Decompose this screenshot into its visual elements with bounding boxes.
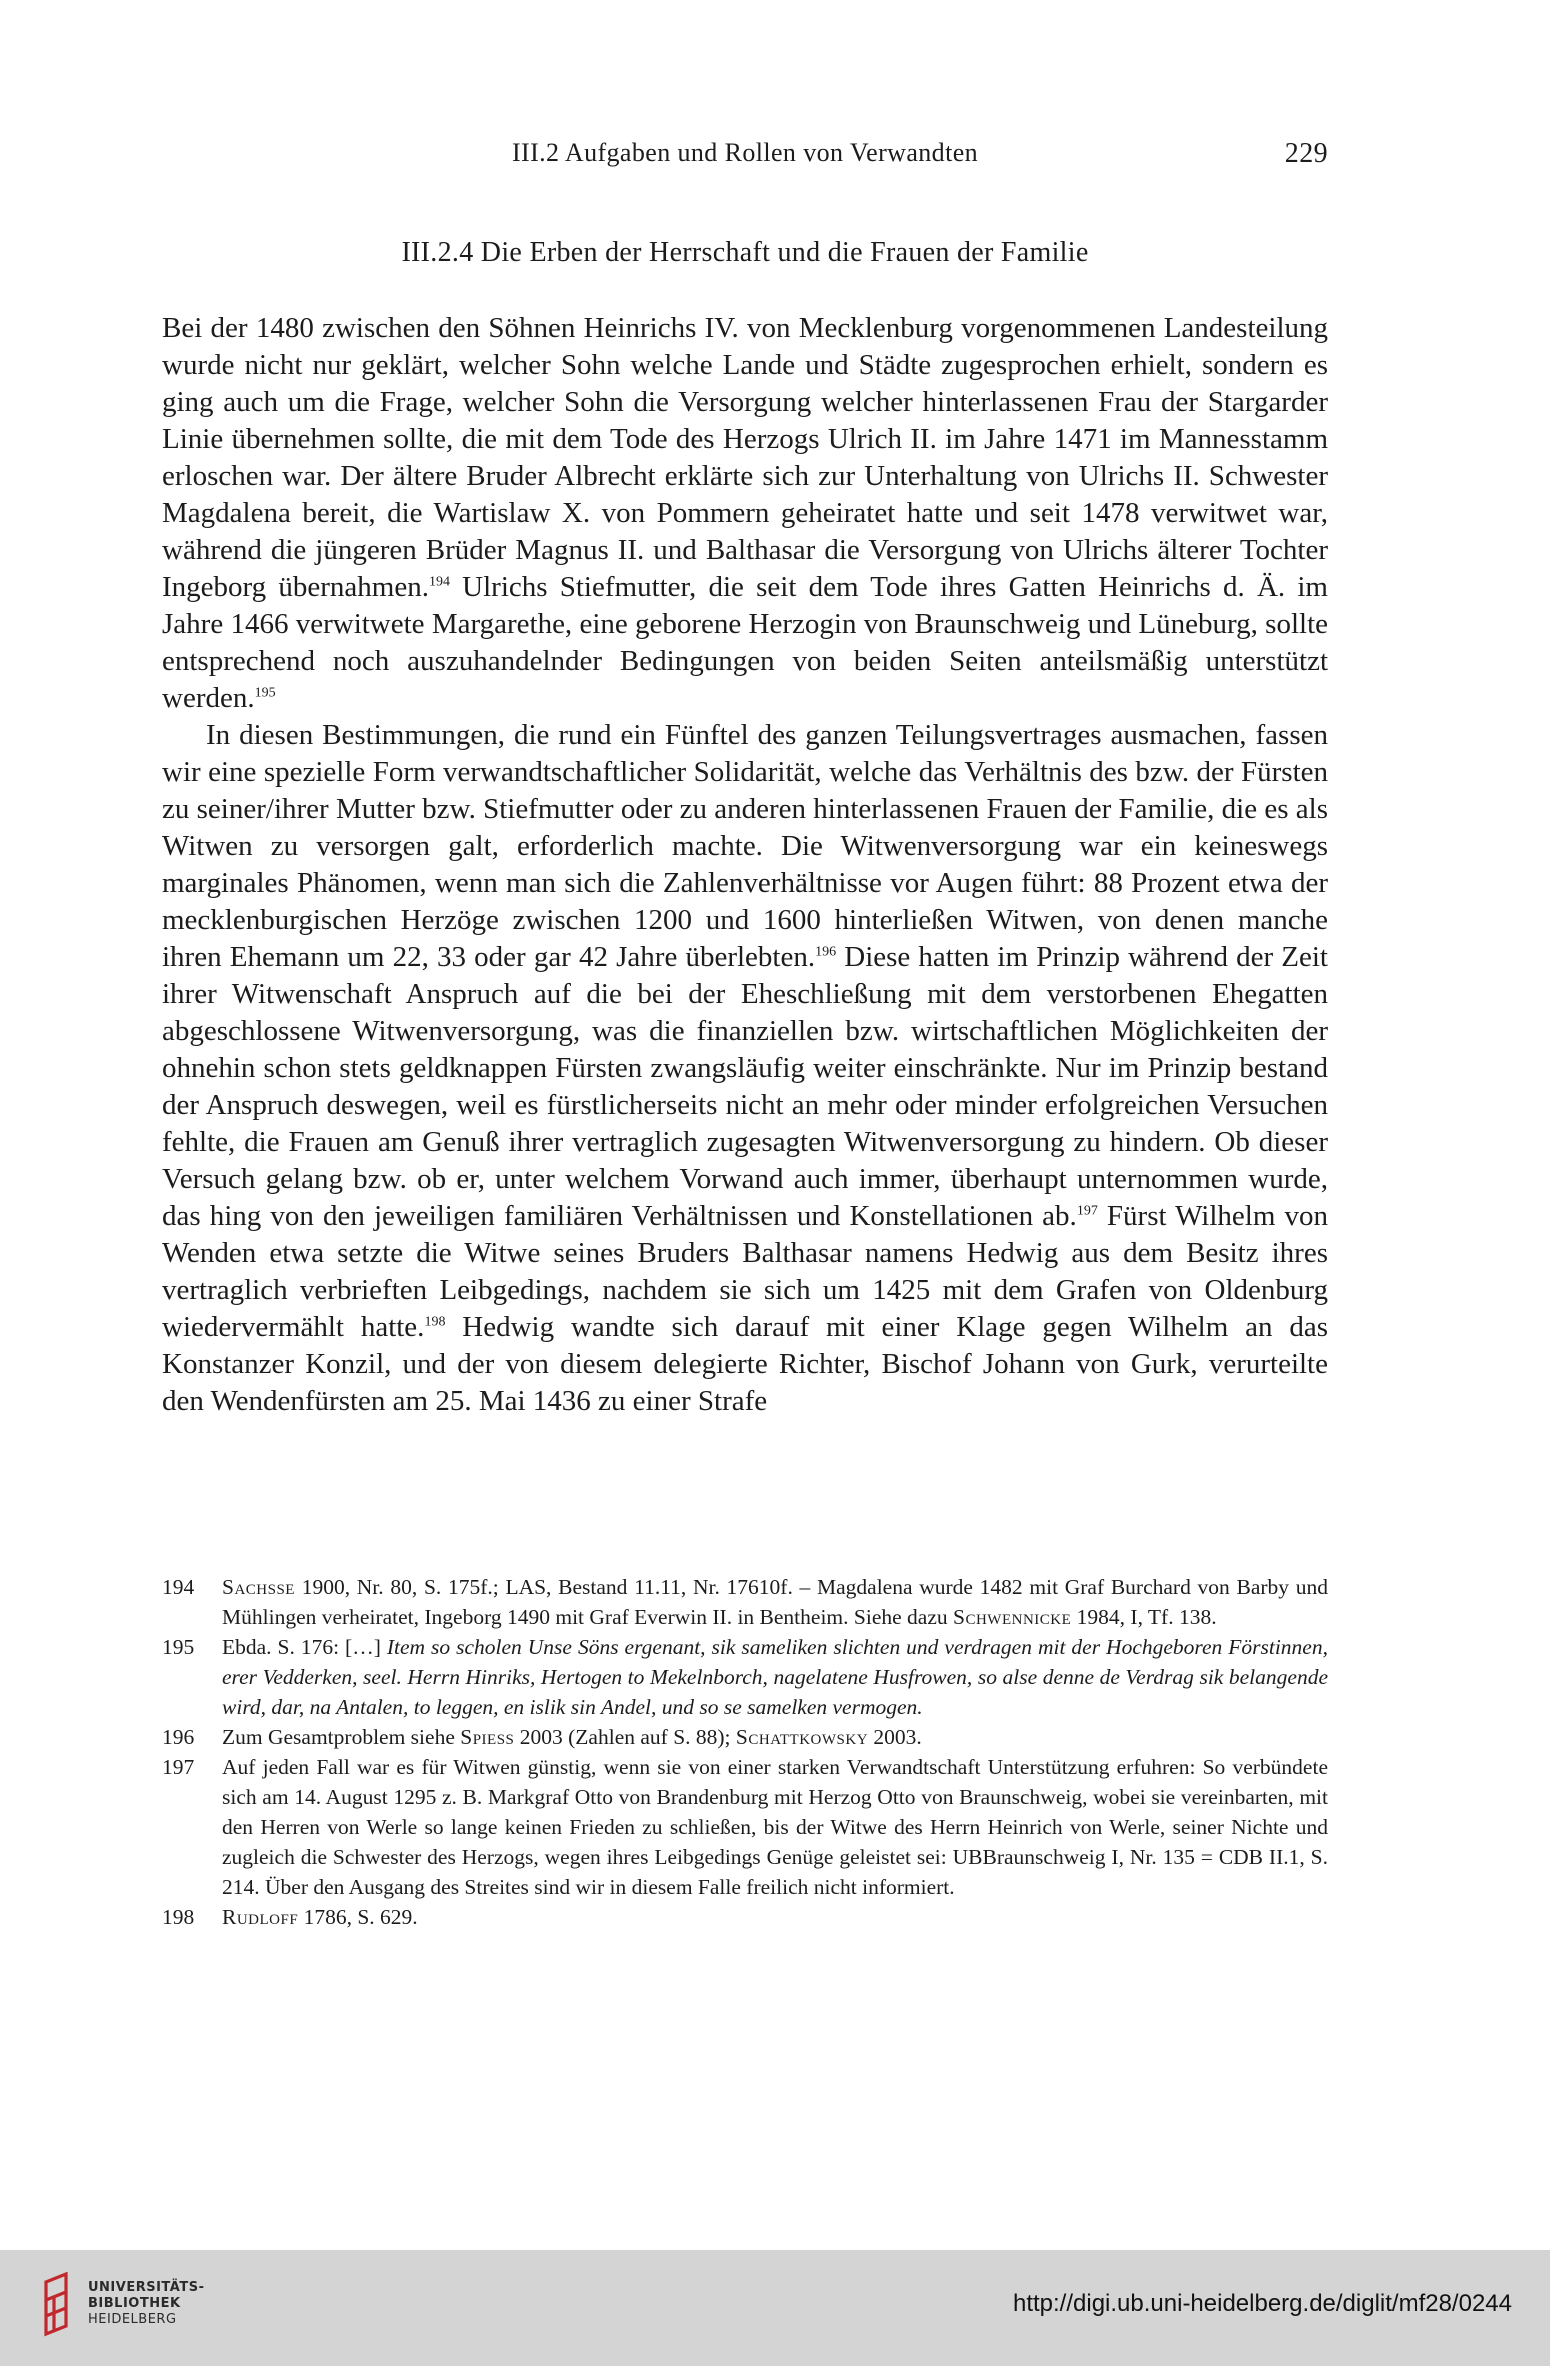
library-name-line: HEIDELBERG [88, 2312, 177, 2327]
author-name: Schattkowsky [735, 1725, 869, 1749]
paragraph-text: In diesen Bestimmungen, die rund ein Fünftel des ganzen Teilungsvertrages ausmachen, fassen wir eine spezielle Form verwandtschaftlicher Solidarität, welche das Verhältnis des bzw. der Fürsten zu seiner/ihrer Mutter bzw. Stiefmutter oder zu anderen hinterlassenen Frauen der Familie, die es als Witwen zu versorgen galt, erforderlich machte. Die Witwenversorgung war ein keineswegs marginales Phänomen, wenn man sich die Zahlenverhältnisse vor Augen führt: 88 Prozent etwa der mecklenburgischen Herzöge zwischen 1200 und 1600 hinterließen Witwen, von denen manche ihren Ehemann um 22, 33 oder gar 42 Jahre überlebten. [162, 719, 1328, 973]
author-name: Rudloff [222, 1905, 299, 1929]
footnote-text: Auf jeden Fall war es für Witwen günstig, wenn sie von einer starken Verwandtschaft Unterstützung erfuhren: So verbündete sich am 14. August 1295 z. B. Markgraf Otto von Brandenburg mit Herzog Otto von Braunschweig, wobei sie vereinbarten, mit den Herren von Werle so lange keinen Frieden zu schließen, bis der Witwe des Herrn Heinrich von Werle, seiner Nichte und zugleich die Schwester des Herzogs, wegen ihres Leibgedings Genüge geleistet sei: UBBraunschweig I, Nr. 135 = CDB II.1, S. 214. Über den Ausgang des Streites sind wir in diesem Falle freilich nicht informiert. [222, 1755, 1328, 1899]
footnote-text [222, 1722, 1328, 1752]
paragraph-2 [162, 717, 1328, 1420]
footnotes [162, 1572, 1328, 1932]
section-title: III.2.4 Die Erben der Herrschaft und die Frauen der Familie [401, 237, 1089, 268]
footnote-body: 1984, I, Tf. 138. [1071, 1605, 1217, 1629]
source-quote: Item so scholen Unse Söns ergenant, sik sameliken slichten und verdragen mit der Hochgeboren Förstinnen, erer Vedderken, seel. Herrn Hinriks, Hertogen to Mekelnborch, nagelatene Husfrowen, so alse denne de Verdrag sik belangende wird, dar, na Antalen, to leggen, en islik sin Andel, und so se samelken vermogen. [222, 1635, 1328, 1719]
footnote [162, 1902, 1328, 1932]
footnote-body: 1900, Nr. 80, S. 175f.; LAS, Bestand 11.11, Nr. 17610f. – Magdalena wurde 1482 mit Graf Burchard von Barby und Mühlingen verheiratet, Ingeborg 1490 mit Graf Everwin II. in Bentheim. Siehe dazu [222, 1575, 1328, 1629]
library-name-line: BIBLIOTHEK [88, 2296, 181, 2311]
footnote-ref[interactable]: 194 [428, 574, 450, 590]
footnote-body: Ebda. S. 176: […] [222, 1635, 387, 1659]
library-name-line: UNIVERSITÄTS- [88, 2280, 205, 2295]
paragraph-text: Hedwig wandte sich darauf mit einer Klage gegen Wilhelm an das Konstanzer Konzil, und der von diesem delegierte Richter, Bischof Johann von Gurk, verurteilte den Wendenfürsten am 25. Mai 1436 zu einer Strafe [162, 1311, 1328, 1417]
paragraph-1 [162, 310, 1328, 717]
running-head [162, 138, 1328, 178]
author-name: Sachsse [222, 1575, 295, 1599]
paragraph-text: Fürst Wilhelm von Wenden etwa setzte die Witwe seines Bruders Balthasar namens Hedwig aus dem Besitz ihres vertraglich verbrieften Leibgedings, nachdem sie sich um 1425 mit dem Grafen von Oldenburg wiedervermählt hatte. [162, 1200, 1328, 1343]
footnote-ref[interactable]: 195 [254, 685, 276, 701]
running-head-title: III.2 Aufgaben und Rollen von Verwandten [511, 138, 979, 167]
footnote-body: 1786, S. 629. [298, 1905, 418, 1929]
footnote-number: 197 [162, 1755, 195, 1779]
footnote [162, 1752, 1328, 1902]
source-url-link[interactable]: http://digi.ub.uni-heidelberg.de/diglit/mf28/0244 [1012, 2290, 1512, 2317]
footnote-number: 195 [162, 1635, 195, 1659]
author-name: Schwennicke [953, 1605, 1072, 1629]
footnote [162, 1632, 1328, 1722]
footnote-body: Zum Gesamtproblem siehe [222, 1725, 461, 1749]
footnote [162, 1572, 1328, 1632]
library-name [88, 2280, 204, 2328]
footnote-text [222, 1632, 1328, 1722]
footnote-number: 196 [162, 1725, 195, 1749]
author-name: Spiess [460, 1725, 515, 1749]
footnote-ref[interactable]: 197 [1076, 1203, 1098, 1219]
footnote-body: 2003 (Zahlen auf S. 88); [514, 1725, 736, 1749]
footnote-number: 194 [162, 1575, 195, 1599]
footnote-ref[interactable]: 196 [815, 944, 837, 960]
body-text [162, 310, 1328, 1420]
paragraph-text: Diese hatten im Prinzip während der Zeit ihrer Witwenschaft Anspruch auf die bei der Eheschließung mit dem verstorbenen Ehegatten abgeschlossene Witwenversorgung, was die finanziellen bzw. wirtschaftlichen Möglichkeiten der ohnehin schon stets geldknappen Fürsten zwangsläufig weiter einschränkte. Nur im Prinzip bestand der Anspruch deswegen, weil es fürstlicherseits nicht an mehr oder minder erfolgreichen Versuchen fehlte, die Frauen am Genuß ihrer vertraglich zugesagten Witwenversorgung zu hindern. Ob dieser Versuch gelang bzw. ob er, unter welchem Vorwand auch immer, überhaupt unternommen wurde, das hing von den jeweiligen familiären Verhältnissen und Konstellationen ab. [162, 941, 1328, 1232]
page-number: 229 [1284, 138, 1328, 169]
footnote [162, 1722, 1328, 1752]
library-banner [0, 2250, 1550, 2366]
footnote-number: 198 [162, 1905, 195, 1929]
paragraph-text: Bei der 1480 zwischen den Söhnen Heinrichs IV. von Mecklenburg vorgenommenen Landesteilung wurde nicht nur geklärt, welcher Sohn welche Lande und Städte zugesprochen erhielt, sondern es ging auch um die Frage, welcher Sohn die Versorgung welcher hinterlassenen Frau der Stargarder Linie übernehmen sollte, die mit dem Tode des Herzogs Ulrich II. im Jahre 1471 im Mannesstamm erloschen war. Der ältere Bruder Albrecht erklärte sich zur Unterhaltung von Ulrichs II. Schwester Magdalena bereit, die Wartislaw X. von Pommern geheiratet hatte und seit 1478 verwitwet war, während die jüngeren Brüder Magnus II. und Balthasar die Versorgung von Ulrichs älterer Tochter Ingeborg übernahmen. [162, 312, 1328, 603]
footnote-text [222, 1902, 1328, 1932]
footnote-body: 2003. [868, 1725, 922, 1749]
paragraph-text: Ulrichs Stiefmutter, die seit dem Tode ihres Gatten Heinrichs d. Ä. im Jahre 1466 verwitwete Margarethe, eine geborene Herzogin von Braunschweig und Lüneburg, sollte entsprechend noch auszuhandelnder Bedingungen von beiden Seiten anteilsmäßig unterstützt werden. [162, 571, 1328, 714]
footnote-ref[interactable]: 198 [424, 1314, 446, 1330]
footnote-text [222, 1572, 1328, 1632]
